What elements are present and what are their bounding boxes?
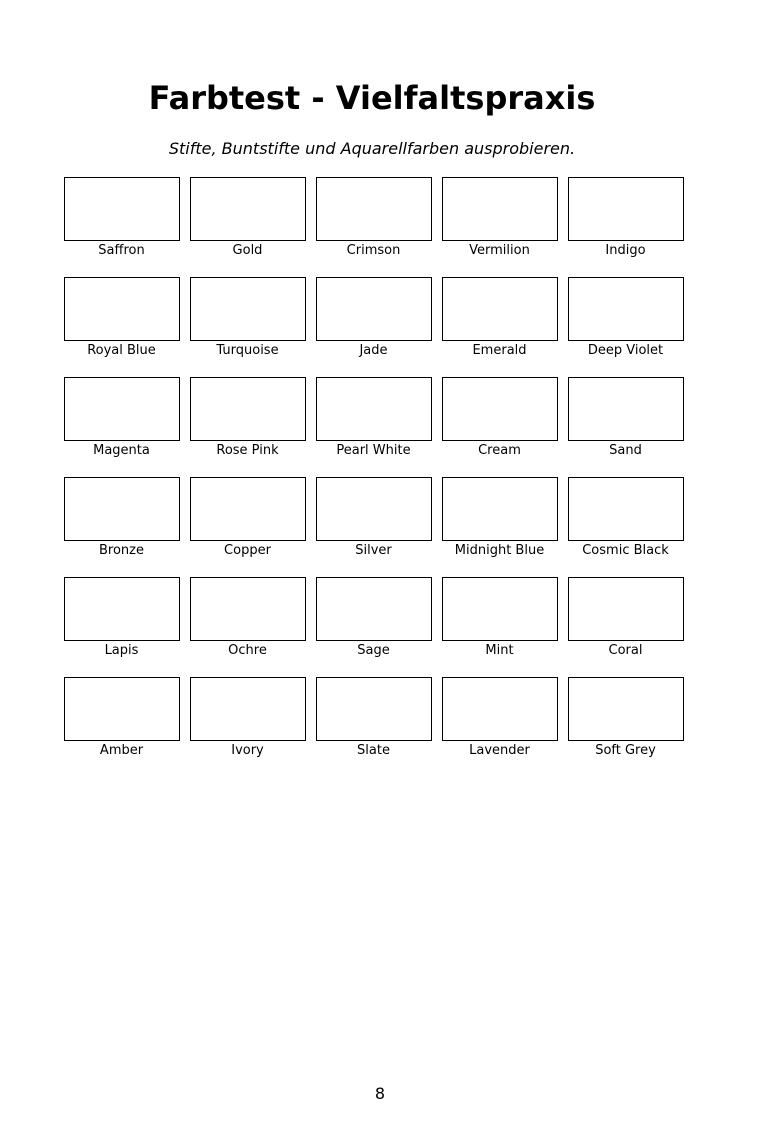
color-swatch-box [316, 677, 432, 741]
color-swatch-box [442, 177, 558, 241]
swatch-label: Copper [224, 543, 271, 558]
swatch-cell [315, 577, 432, 677]
swatch-label: Vermilion [469, 243, 530, 258]
swatch-label: Ochre [228, 643, 267, 658]
color-swatch-box [568, 377, 684, 441]
swatch-cell [315, 177, 432, 277]
color-swatch-box [568, 677, 684, 741]
swatch-cell [63, 477, 180, 577]
color-swatch-box [568, 277, 684, 341]
page-title: Farbtest - Vielfaltspraxis [148, 79, 596, 117]
swatch-label: Ivory [231, 743, 264, 758]
swatch-cell [315, 677, 432, 777]
swatch-label: Bronze [99, 543, 144, 558]
swatch-label: Indigo [605, 243, 646, 258]
swatch-label: Mint [485, 643, 514, 658]
swatch-cell [189, 477, 306, 577]
swatch-label: Jade [359, 343, 388, 358]
color-swatch-box [316, 477, 432, 541]
color-swatch-box [190, 377, 306, 441]
swatch-cell [189, 177, 306, 277]
swatch-label: Pearl White [336, 443, 411, 458]
swatch-cell [441, 177, 558, 277]
swatch-cell [189, 577, 306, 677]
swatch-cell [567, 477, 684, 577]
swatch-label: Amber [99, 743, 144, 758]
swatch-label: Turquoise [216, 343, 279, 358]
swatch-cell [63, 177, 180, 277]
swatch-label: Soft Grey [595, 743, 656, 758]
swatch-label: Cream [478, 443, 521, 458]
swatch-label: Sage [357, 643, 390, 658]
swatch-grid [63, 177, 684, 777]
swatch-cell [63, 677, 180, 777]
swatch-label: Silver [355, 543, 392, 558]
color-swatch-box [316, 177, 432, 241]
swatch-cell [63, 277, 180, 377]
swatch-label: Gold [232, 243, 263, 258]
color-swatch-box [64, 277, 180, 341]
swatch-cell [189, 377, 306, 477]
swatch-cell [441, 477, 558, 577]
swatch-cell [63, 577, 180, 677]
color-swatch-box [190, 277, 306, 341]
color-swatch-box [190, 477, 306, 541]
color-swatch-box [64, 677, 180, 741]
color-swatch-box [442, 577, 558, 641]
color-swatch-box [568, 477, 684, 541]
color-swatch-box [442, 677, 558, 741]
color-swatch-box [190, 677, 306, 741]
swatch-cell [189, 277, 306, 377]
swatch-cell [441, 377, 558, 477]
swatch-cell [567, 277, 684, 377]
swatch-cell [567, 377, 684, 477]
page-number: 8 [374, 1084, 386, 1103]
swatch-label: Rose Pink [216, 443, 279, 458]
swatch-label: Royal Blue [87, 343, 156, 358]
color-swatch-box [64, 577, 180, 641]
color-swatch-box [64, 377, 180, 441]
color-swatch-box [190, 177, 306, 241]
swatch-label: Emerald [472, 343, 527, 358]
swatch-cell [63, 377, 180, 477]
swatch-cell [315, 477, 432, 577]
swatch-label: Slate [357, 743, 390, 758]
swatch-label: Midnight Blue [454, 543, 545, 558]
swatch-label: Deep Violet [587, 343, 664, 358]
color-swatch-box [190, 577, 306, 641]
color-swatch-box [316, 577, 432, 641]
swatch-label: Coral [608, 643, 643, 658]
color-swatch-box [568, 577, 684, 641]
swatch-cell [567, 677, 684, 777]
swatch-cell [567, 177, 684, 277]
swatch-cell [441, 677, 558, 777]
swatch-label: Cosmic Black [582, 543, 669, 558]
swatch-label: Magenta [93, 443, 150, 458]
swatch-label: Lapis [104, 643, 139, 658]
color-swatch-box [64, 177, 180, 241]
swatch-cell [315, 277, 432, 377]
color-swatch-box [442, 377, 558, 441]
color-swatch-box [316, 377, 432, 441]
swatch-label: Sand [609, 443, 642, 458]
swatch-cell [441, 577, 558, 677]
swatch-cell [567, 577, 684, 677]
swatch-cell [315, 377, 432, 477]
color-swatch-box [316, 277, 432, 341]
swatch-label: Saffron [98, 243, 145, 258]
page-subtitle: Stifte, Buntstifte und Aquarellfarben ausprobieren. [168, 139, 576, 158]
color-swatch-box [442, 477, 558, 541]
swatch-cell [441, 277, 558, 377]
color-swatch-box [442, 277, 558, 341]
color-swatch-box [568, 177, 684, 241]
swatch-label: Lavender [469, 743, 530, 758]
color-swatch-box [64, 477, 180, 541]
swatch-label: Crimson [346, 243, 401, 258]
swatch-cell [189, 677, 306, 777]
